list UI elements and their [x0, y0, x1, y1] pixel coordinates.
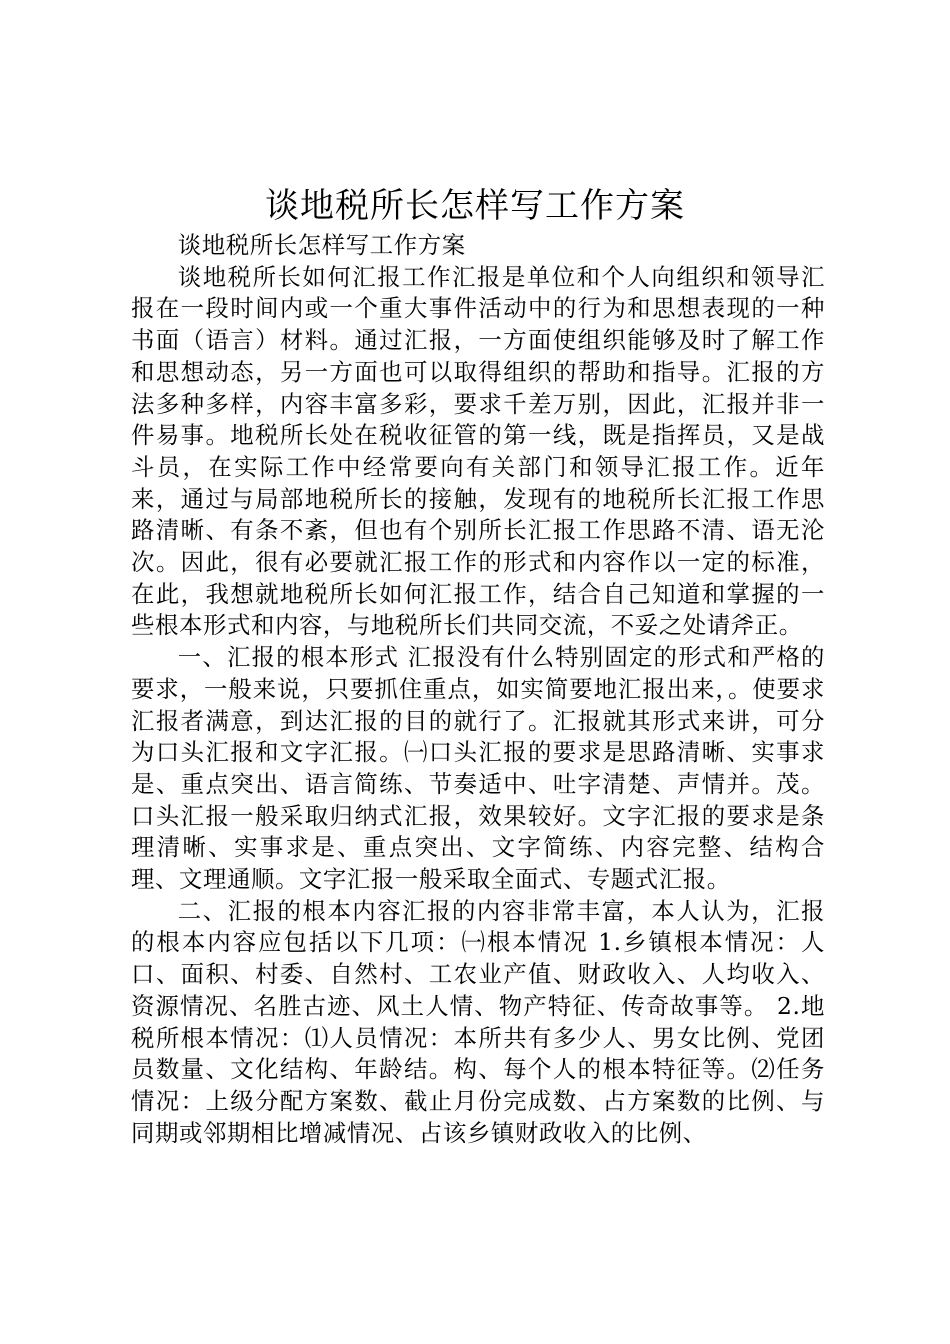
paragraph-section-2: 二、汇报的根本内容汇报的内容非常丰富，本人认为，汇报的根本内容应包括以下几项：㈠根本情况 1.乡镇根本情况：人口、面积、村委、自然村、工农业产值、财政收入、人均收入、资源情况、名胜古迹、风土人情、物产特征、传奇故事等。 2.地税所根本情况：⑴人员情况：本所共有多少人、男女比例、党团员数量、文化结构、年龄结。构、每个人的根本特征等。⑵任务情况：上级分配方案数、截止月份完成数、占方案数的比例、与同期或邻期相比增减情况、占该乡镇财政收入的比例、	[131, 896, 825, 1147]
document-body	[131, 230, 825, 1149]
paragraph-section-1: 一、汇报的根本形式 汇报没有什么特别固定的形式和严格的要求，一般来说，只要抓住重点，如实简要地汇报出来，。使要求汇报者满意，到达汇报的目的就行了。汇报就其形式来讲，可分为口头汇报和文字汇报。㈠口头汇报的要求是思路清晰、实事求是、重点突出、语言简练、节奏适中、吐字清楚、声情并。茂。口头汇报一般采取归纳式汇报，效果较好。文字汇报的要求是条理清晰、实事求是、重点突出、文字简练、内容完整、结构合理、文理通顺。文字汇报一般采取全面式、专题式汇报。	[131, 643, 825, 894]
paragraph-intro: 谈地税所长如何汇报工作汇报是单位和个人向组织和领导汇报在一段时间内或一个重大事件活动中的行为和思想表现的一种书面（语言）材料。通过汇报，一方面使组织能够及时了解工作和思想动态，另一方面也可以取得组织的帮助和指导。汇报的方法多种多样，内容丰富多彩，要求千差万别，因此，汇报并非一件易事。地税所长处在税收征管的第一线，既是指挥员，又是战斗员，在实际工作中经常要向有关部门和领导汇报工作。近年来，通过与局部地税所长的接触，发现有的地税所长汇报工作思路清晰、有条不紊，但也有个别所长汇报工作思路不清、语无沦次。因此，很有必要就汇报工作的形式和内容作以一定的标准，在此，我想就地税所长如何汇报工作，结合自己知道和掌握的一些根本形式和内容，与地税所长们共同交流，不妥之处请斧正。	[131, 262, 825, 640]
document-title: 谈地税所长怎样写工作方案	[265, 186, 685, 226]
paragraph-subtitle: 谈地税所长怎样写工作方案	[177, 231, 466, 259]
